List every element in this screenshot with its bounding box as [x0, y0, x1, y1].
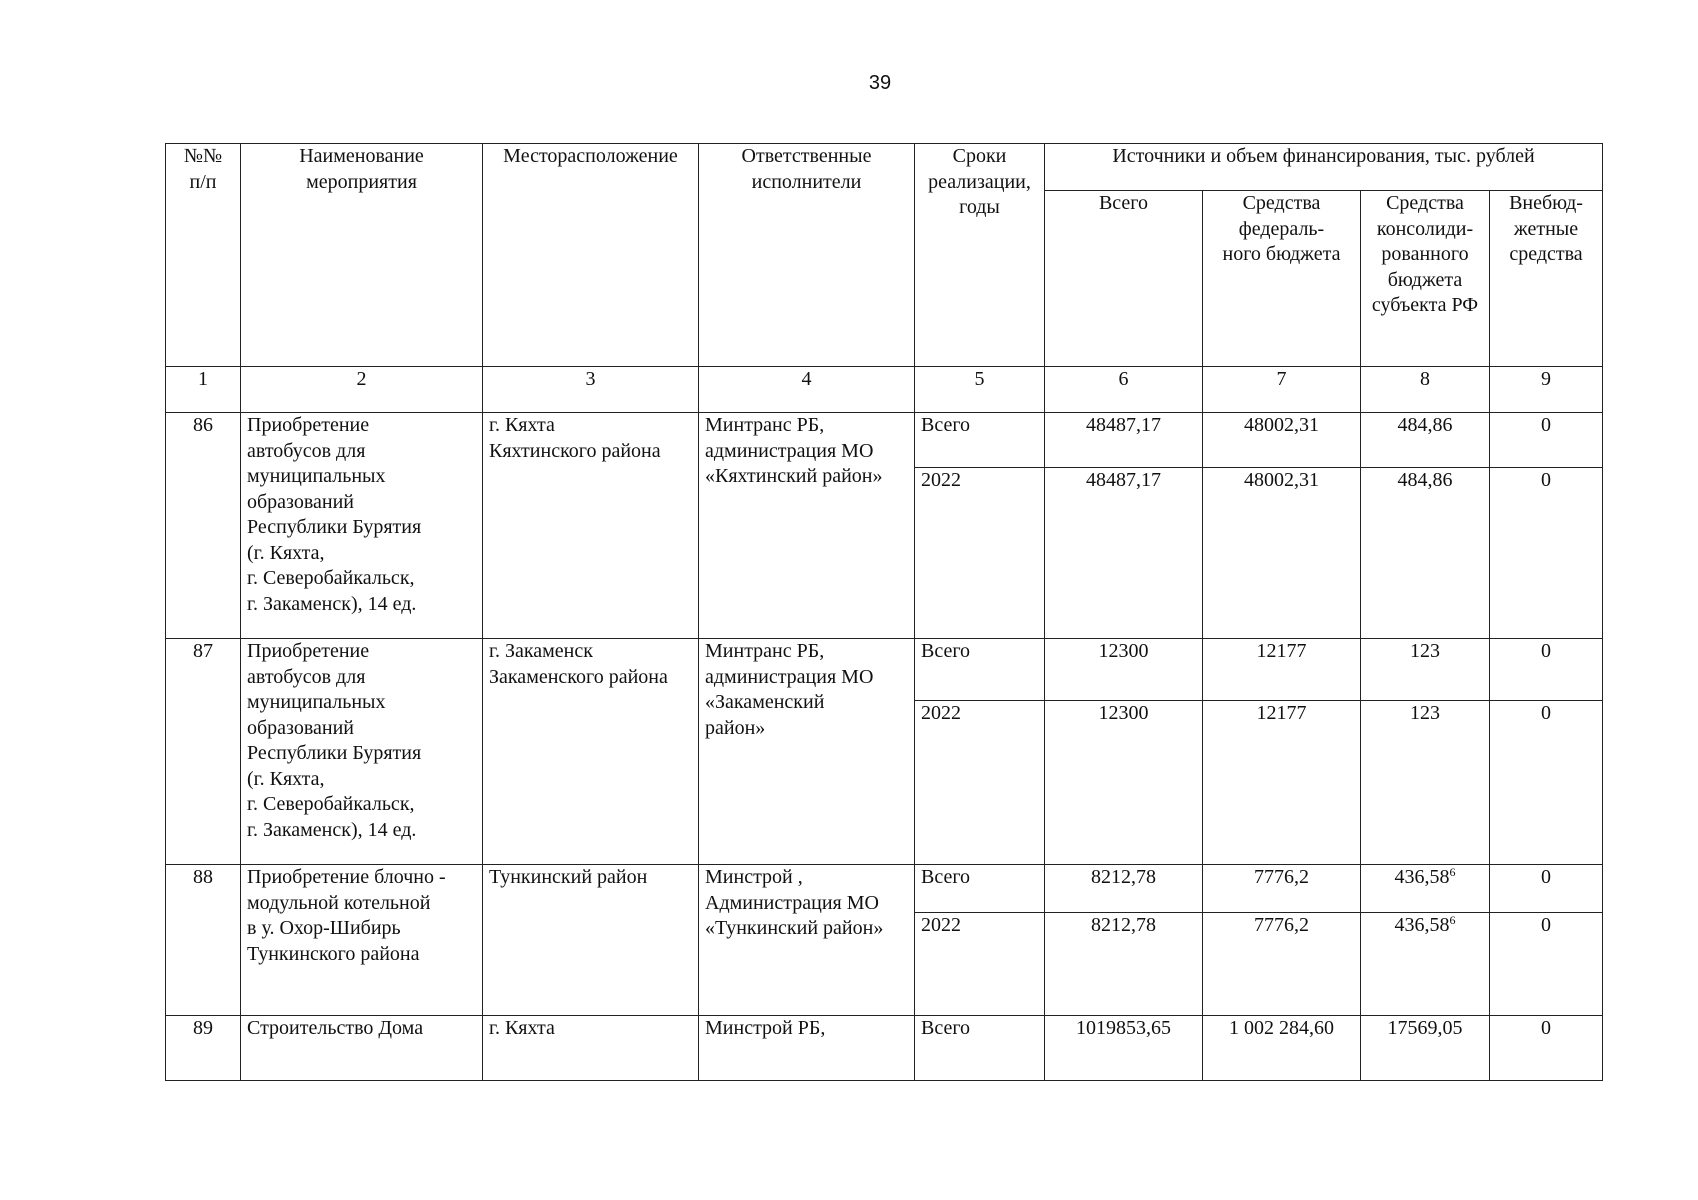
- row-federal: 1 002 284,60: [1203, 1016, 1361, 1081]
- row-period: Всего: [915, 865, 1045, 913]
- row-extra: 0: [1490, 468, 1603, 639]
- table-row: [166, 865, 1603, 913]
- row-period: 2022: [915, 913, 1045, 1016]
- row-location: Тункинский район: [483, 865, 699, 1016]
- row-period: Всего: [915, 639, 1045, 701]
- column-number: 4: [699, 367, 915, 413]
- header-federal: Средства федераль- ного бюджета: [1203, 191, 1361, 367]
- table-row: [166, 639, 1603, 701]
- column-number: 1: [166, 367, 241, 413]
- row-extra: 0: [1490, 865, 1603, 913]
- row-num: 87: [166, 639, 241, 865]
- row-total: 12300: [1045, 639, 1203, 701]
- header-extrabudget: Внебюд- жетные средства: [1490, 191, 1603, 367]
- row-federal: 7776,2: [1203, 865, 1361, 913]
- row-num: 89: [166, 1016, 241, 1081]
- row-federal: 12177: [1203, 639, 1361, 701]
- row-regional: 436,58$^6$: [1361, 865, 1490, 913]
- row-total: 8212,78: [1045, 865, 1203, 913]
- header-name: Наименование мероприятия: [241, 144, 483, 367]
- row-num: 88: [166, 865, 241, 1016]
- header-regional: Средства консолиди- рованного бюджета субъекта РФ: [1361, 191, 1490, 367]
- row-executors: Минтранс РБ, администрация МО «Закаменский район»: [699, 639, 915, 865]
- row-name: Приобретение автобусов для муниципальных образований Республики Бурятия (г. Кяхта, г. Северобайкальск, г. Закаменск), 14 ед.: [241, 413, 483, 639]
- row-regional: 484,86: [1361, 413, 1490, 468]
- row-executors: Минстрой РБ,: [699, 1016, 915, 1081]
- row-federal: 48002,31: [1203, 468, 1361, 639]
- column-number: 6: [1045, 367, 1203, 413]
- column-number: 8: [1361, 367, 1490, 413]
- footnote-mark: 6: [1449, 865, 1456, 879]
- row-total: 48487,17: [1045, 413, 1203, 468]
- row-regional: 123: [1361, 701, 1490, 865]
- row-regional: 436,58$^6$: [1361, 913, 1490, 1016]
- row-period: 2022: [915, 468, 1045, 639]
- row-name: Строительство Дома: [241, 1016, 483, 1081]
- table-row: [166, 1016, 1603, 1081]
- row-extra: 0: [1490, 413, 1603, 468]
- row-regional: 123: [1361, 639, 1490, 701]
- column-number: 7: [1203, 367, 1361, 413]
- row-total: 8212,78: [1045, 913, 1203, 1016]
- row-location: г. Кяхта Кяхтинского района: [483, 413, 699, 639]
- column-number: 2: [241, 367, 483, 413]
- row-total: 1019853,65: [1045, 1016, 1203, 1081]
- row-federal: 12177: [1203, 701, 1361, 865]
- row-regional: 17569,05: [1361, 1016, 1490, 1081]
- column-number: 5: [915, 367, 1045, 413]
- column-numbers-row: [166, 367, 1603, 413]
- row-extra: 0: [1490, 701, 1603, 865]
- row-name: Приобретение автобусов для муниципальных образований Республики Бурятия (г. Кяхта, г. Северобайкальск, г. Закаменск), 14 ед.: [241, 639, 483, 865]
- row-location: г. Закаменск Закаменского района: [483, 639, 699, 865]
- funding-table: [165, 143, 1603, 1081]
- footnote-mark: 6: [1449, 913, 1456, 927]
- header-location: Месторасположение: [483, 144, 699, 367]
- header-executors: Ответственные исполнители: [699, 144, 915, 367]
- row-period: Всего: [915, 1016, 1045, 1081]
- row-extra: 0: [1490, 1016, 1603, 1081]
- column-number: 3: [483, 367, 699, 413]
- row-total: 48487,17: [1045, 468, 1203, 639]
- header-terms: Сроки реализации, годы: [915, 144, 1045, 367]
- header-total: Всего: [1045, 191, 1203, 367]
- column-number: 9: [1490, 367, 1603, 413]
- row-regional: 484,86: [1361, 468, 1490, 639]
- row-extra: 0: [1490, 639, 1603, 701]
- row-extra: 0: [1490, 913, 1603, 1016]
- page-number: 39: [868, 72, 892, 94]
- header-num: №№ п/п: [166, 144, 241, 367]
- row-num: 86: [166, 413, 241, 639]
- row-executors: Минстрой , Администрация МО «Тункинский район»: [699, 865, 915, 1016]
- row-federal: 7776,2: [1203, 913, 1361, 1016]
- row-location: г. Кяхта: [483, 1016, 699, 1081]
- row-period: Всего: [915, 413, 1045, 468]
- row-executors: Минтранс РБ, администрация МО «Кяхтинский район»: [699, 413, 915, 639]
- table-row: [166, 413, 1603, 468]
- row-total: 12300: [1045, 701, 1203, 865]
- row-federal: 48002,31: [1203, 413, 1361, 468]
- row-period: 2022: [915, 701, 1045, 865]
- row-name: Приобретение блочно - модульной котельной в у. Охор-Шибирь Тункинского района: [241, 865, 483, 1016]
- header-funding: Источники и объем финансирования, тыс. рублей: [1045, 144, 1603, 191]
